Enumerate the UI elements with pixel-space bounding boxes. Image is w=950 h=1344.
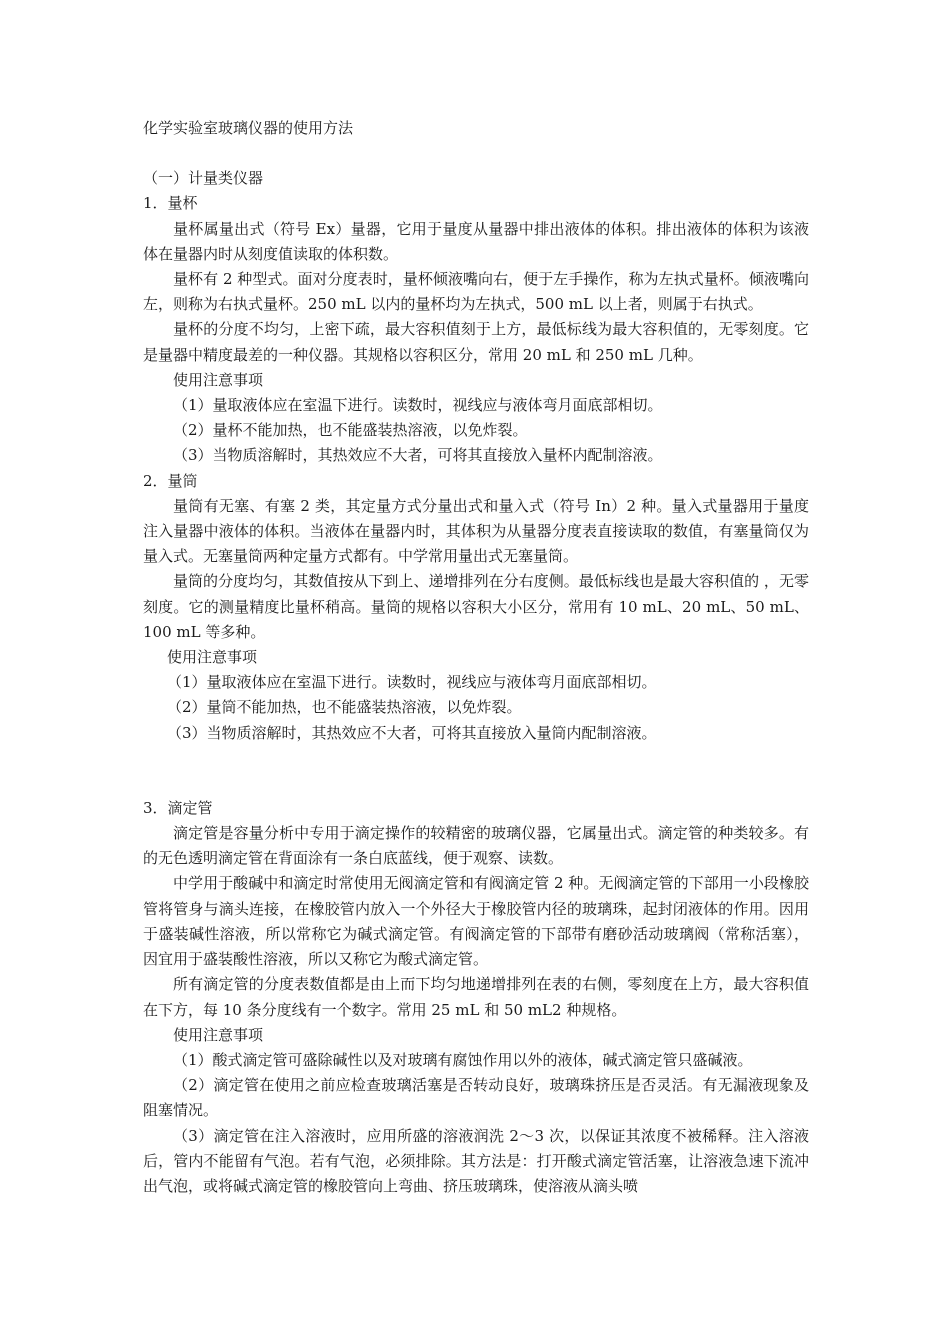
note-item: （2）滴定管在使用之前应检查玻璃活塞是否转动良好，玻璃珠挤压是否灵活。有无漏液现象及阻塞情况。 — [143, 1076, 809, 1120]
note-item: （2）量杯不能加热，也不能盛装热溶液，以免炸裂。 — [173, 421, 528, 440]
section-heading-burette: 3．滴定管 — [143, 798, 213, 817]
note-item: （3）当物质溶解时，其热效应不大者，可将其直接放入量杯内配制溶液。 — [173, 446, 663, 465]
section-spacer — [143, 746, 809, 796]
category-heading: （一）计量类仪器 — [143, 169, 264, 188]
paragraph: 量筒有无塞、有塞 2 类，其定量方式分量出式和量入式（符号 In）2 种。量入式量器用于量度注入量器中液体的体积。当液体在量器内时，其体积为从量器分度表直接读取的数值，有塞量筒仅为量入式。无塞量筒两种定量方式都有。中学常用量出式无塞量筒。 — [143, 496, 809, 566]
notes-label: 使用注意事项 — [173, 1025, 264, 1044]
paragraph: 量杯的分度不均匀，上密下疏，最大容积值刻于上方，最低标线为最大容积值的，无零刻度。它是量器中精度最差的一种仪器。其规格以容积区分，常用 20 mL 和 250 mL 几种。 — [143, 320, 809, 364]
note-item: （3）当物质溶解时，其热效应不大者，可将其直接放入量筒内配制溶液。 — [167, 723, 657, 742]
paragraph: 量杯有 2 种型式。面对分度表时，量杯倾液嘴向右，便于左手操作，称为左执式量杯。倾液嘴向左，则称为右执式量杯。250 mL 以内的量杯均为左执式，500 mL 以上者，则属于右执式。 — [143, 270, 809, 314]
paragraph: 量筒的分度均匀，其数值按从下到上、递增排列在分右度侧。最低标线也是最大容积值的 ，无零刻度。它的测量精度比量杯稍高。量筒的规格以容积大小区分，常用有 10 mL、20 mL、50 mL、100 mL 等多种。 — [143, 572, 809, 641]
notes-label: 使用注意事项 — [173, 370, 264, 389]
document-page — [143, 116, 809, 1199]
paragraph: 量杯属量出式（符号 Ex）量器，它用于量度从量器中排出液体的体积。排出液体的体积为该液体在量器内时从刻度值读取的体积数。 — [143, 219, 809, 263]
paragraph: 滴定管是容量分析中专用于滴定操作的较精密的玻璃仪器，它属量出式。滴定管的种类较多。有的无色透明滴定管在背面涂有一条白底蓝线，便于观察、读数。 — [143, 824, 809, 868]
section-heading-graduated-cylinder: 2．量筒 — [143, 471, 198, 490]
paragraph: 所有滴定管的分度表数值都是由上而下均匀地递增排列在表的右侧，零刻度在上方，最大容积值在下方，每 10 条分度线有一个数字。常用 25 mL 和 50 mL2 种规格。 — [143, 975, 809, 1019]
note-item: （3）滴定管在注入溶液时，应用所盛的溶液润洗 2～3 次，以保证其浓度不被稀释。注入溶液后，管内不能留有气泡。若有气泡，必须排除。其方法是：打开酸式滴定管活塞，让溶液急速下流冲出气泡，或将碱式滴定管的橡胶管向上弯曲、挤压玻璃珠，使溶液从滴头喷 — [143, 1126, 809, 1195]
notes-label: 使用注意事项 — [167, 648, 258, 667]
note-item: （1）量取液体应在室温下进行。读数时，视线应与液体弯月面底部相切。 — [173, 396, 663, 415]
note-item: （2）量筒不能加热，也不能盛装热溶液，以免炸裂。 — [167, 698, 522, 717]
document-title: 化学实验室玻璃仪器的使用方法 — [143, 119, 354, 137]
note-item: （1）酸式滴定管可盛除碱性以及对玻璃有腐蚀作用以外的液体，碱式滴定管只盛碱液。 — [173, 1050, 753, 1069]
paragraph: 中学用于酸碱中和滴定时常使用无阀滴定管和有阀滴定管 2 种。无阀滴定管的下部用一小段橡胶管将管身与滴头连接，在橡胶管内放入一个外径大于橡胶管内径的玻璃珠，起封闭液体的作用。因用于盛装碱性溶液，所以常称它为碱式滴定管。有阀滴定管的下部带有磨砂活动玻璃阀（常称活塞），因宜用于盛装酸性溶液，所以又称它为酸式滴定管。 — [143, 874, 809, 969]
section-heading-measuring-cup: 1．量杯 — [143, 194, 198, 213]
note-item: （1）量取液体应在室温下进行。读数时，视线应与液体弯月面底部相切。 — [167, 673, 657, 692]
